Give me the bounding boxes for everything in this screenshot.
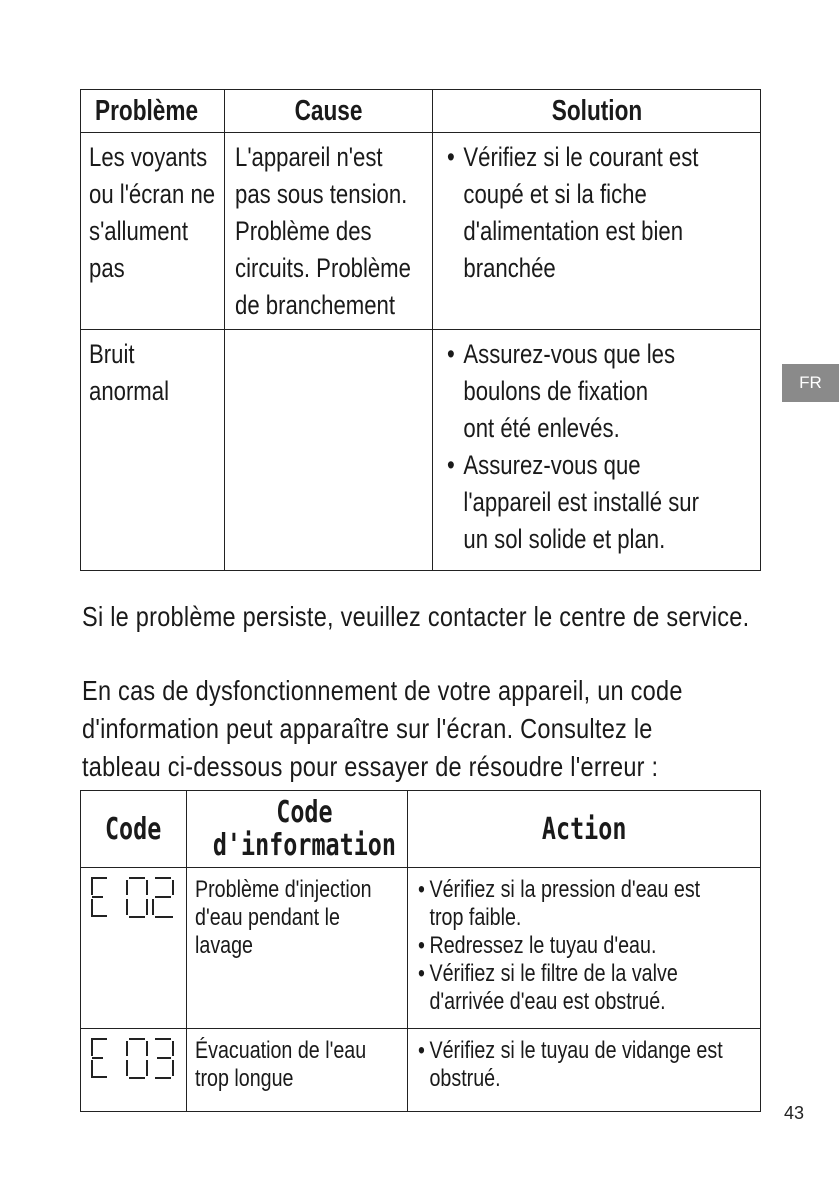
text-line: circuits. Problème — [235, 253, 411, 283]
bullet-icon: • — [447, 339, 455, 369]
text-line: L'appareil n'est — [235, 142, 383, 172]
code-cell — [81, 1029, 187, 1112]
table-row — [81, 330, 761, 571]
text-line: Les voyants — [89, 142, 208, 172]
header-action: Action — [408, 791, 761, 868]
text-line: anormal — [89, 376, 169, 406]
header-code: Code — [81, 791, 187, 868]
seven-segment-display — [87, 1035, 186, 1081]
bullet-icon: • — [418, 960, 425, 987]
text-line: Vérifiez si le courant est — [463, 142, 699, 172]
bullet-item — [418, 932, 756, 960]
bullet-icon: • — [418, 1037, 425, 1064]
text-line: Assurez-vous que — [463, 450, 641, 480]
action-cell — [408, 1029, 761, 1112]
action-cell — [408, 868, 761, 1029]
text-line: Problème des — [235, 216, 372, 246]
text-line: ou l'écran ne — [89, 179, 216, 209]
text-line: pas — [89, 253, 125, 283]
svg-text:E 03: E 03 — [87, 1080, 90, 1081]
text-line: branchée — [463, 253, 556, 283]
header-probleme: Problème — [81, 90, 225, 133]
text-line: d'alimentation est bien — [463, 216, 684, 246]
text-line: un sol solide et plan. — [463, 524, 666, 554]
persist-note: Si le problème persiste, veuillez contacter le centre de service. — [82, 601, 750, 632]
text-line: d'eau pendant le — [195, 904, 340, 931]
table-row — [81, 868, 761, 1029]
solution-cell — [433, 133, 761, 330]
information-cell — [187, 1029, 408, 1112]
svg-text:E 02: E 02 — [87, 919, 90, 920]
bullet-item — [418, 876, 756, 932]
seven-segment-code-glyph — [87, 874, 179, 920]
troubleshooting-header-row — [81, 90, 761, 133]
table-row — [81, 133, 761, 330]
bullet-item — [418, 1037, 756, 1093]
header-cause: Cause — [225, 90, 433, 133]
text-line: trop longue — [195, 1065, 294, 1092]
text-line: tableau ci-dessous pour essayer de résoudre l'erreur : — [82, 751, 659, 782]
bullet-item — [447, 447, 754, 558]
text-line: trop faible. — [429, 904, 522, 931]
text-line: Vérifiez si le filtre de la valve — [429, 960, 678, 987]
bullet-item — [447, 139, 754, 287]
text-line: ont été enlevés. — [463, 413, 620, 443]
text-line: Assurez-vous que les — [463, 339, 676, 369]
intro-paragraph — [82, 672, 683, 786]
text-line: Vérifiez si le tuyau de vidange est — [429, 1037, 723, 1064]
problem-cell — [81, 133, 225, 330]
text-line: s'allument — [89, 216, 188, 246]
text-line: d'arrivée d'eau est obstrué. — [429, 988, 666, 1015]
bullet-item — [418, 960, 756, 1016]
bullet-item — [447, 336, 754, 447]
text-line: de branchement — [235, 290, 396, 320]
text-line: En cas de dysfonctionnement de votre appareil, un code — [82, 675, 683, 706]
bullet-icon: • — [418, 876, 425, 903]
error-codes-table — [80, 790, 761, 1112]
bullet-icon: • — [447, 142, 455, 172]
seven-segment-code-glyph — [87, 1035, 179, 1081]
codes-header-row — [81, 791, 761, 868]
table-row — [81, 1029, 761, 1112]
problem-cell — [81, 330, 225, 571]
header-solution: Solution — [433, 90, 761, 133]
text-line: l'appareil est installé sur — [463, 487, 699, 517]
text-line: Bruit — [89, 339, 135, 369]
text-line: pas sous tension. — [235, 179, 408, 209]
troubleshooting-table — [80, 89, 761, 571]
text-line: lavage — [195, 932, 254, 959]
text-line: Redressez le tuyau d'eau. — [429, 932, 657, 959]
text-line: Problème d'injection — [195, 876, 372, 903]
text-line: Évacuation de l'eau — [195, 1037, 367, 1064]
cause-cell — [225, 330, 433, 571]
text-line: boulons de fixation — [463, 376, 649, 406]
code-cell — [81, 868, 187, 1029]
seven-segment-display — [87, 874, 186, 920]
language-tab: FR — [782, 364, 839, 402]
header-code-information: Code d'information — [187, 791, 408, 868]
text-line: d'information peut apparaître sur l'écran. Consultez le — [82, 713, 653, 744]
page-number: 43 — [784, 1103, 805, 1123]
information-cell — [187, 868, 408, 1029]
text-line: obstrué. — [429, 1065, 501, 1092]
text-line: Vérifiez si la pression d'eau est — [429, 876, 701, 903]
cause-cell — [225, 133, 433, 330]
solution-cell — [433, 330, 761, 571]
bullet-icon: • — [447, 450, 455, 480]
bullet-icon: • — [418, 932, 425, 959]
text-line: coupé et si la fiche — [463, 179, 647, 209]
